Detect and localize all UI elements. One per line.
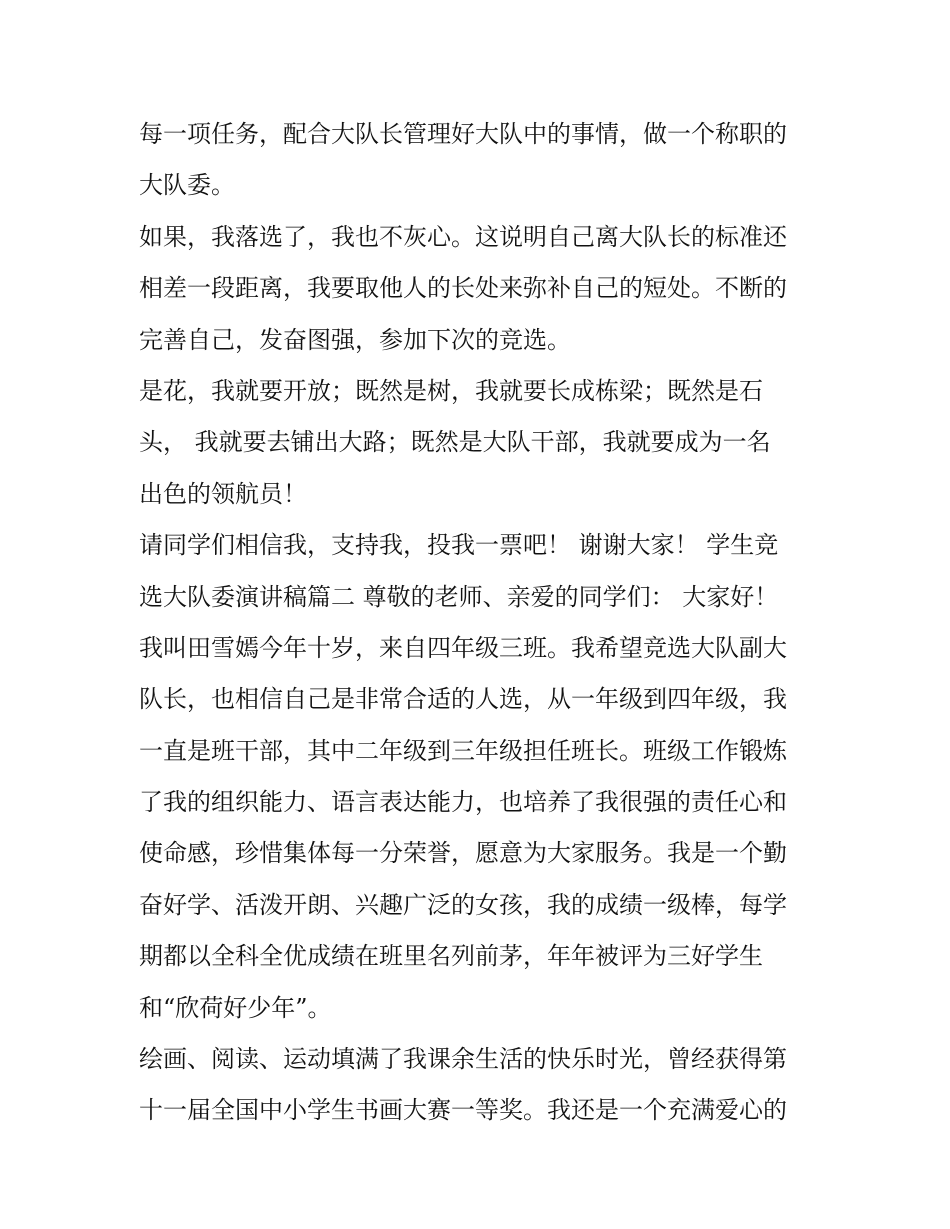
text-line: 使命感，珍惜集体每一分荣誉，愿意为大家服务。我是一个勤 [139, 839, 787, 868]
text-line: 是花，我就要开放；既然是树，我就要长成栋梁；既然是石 [139, 376, 763, 405]
text-line: 头， 我就要去铺出大路；既然是大队干部，我就要成为一名 [139, 428, 771, 457]
text-line: 十一届全国中小学生书画大赛一等奖。我还是一个充满爱心的 [139, 1096, 787, 1125]
text-line: 选大队委演讲稿篇二 尊敬的老师、亲爱的同学们： 大家好！ [139, 582, 779, 611]
text-line: 相差一段距离，我要取他人的长处来弥补自己的短处。不断的 [139, 274, 787, 303]
text-line: 一直是班干部，其中二年级到三年级担任班长。班级工作锻炼 [139, 736, 787, 765]
text-line: 和“欣荷好少年”。 [139, 993, 332, 1022]
text-line: 出色的领航员！ [139, 479, 307, 508]
text-line: 每一项任务，配合大队长管理好大队中的事情，做一个称职的 [139, 120, 787, 148]
text-line: 我叫田雪嫣今年十岁，来自四年级三班。我希望竞选大队副大 [139, 633, 787, 662]
text-line: 请同学们相信我，支持我，投我一票吧！ 谢谢大家！ 学生竞 [139, 531, 779, 560]
text-line: 期都以全科全优成绩在班里名列前茅，年年被评为三好学生 [139, 942, 763, 971]
text-line: 绘画、阅读、运动填满了我课余生活的快乐时光，曾经获得第 [139, 1045, 787, 1074]
text-line: 了我的组织能力、语言表达能力，也培养了我很强的责任心和 [139, 788, 787, 817]
text-line: 奋好学、活泼开朗、兴趣广泛的女孩，我的成绩一级棒，每学 [139, 890, 787, 919]
body-text [139, 109, 819, 1137]
text-line: 大队委。 [139, 171, 235, 200]
text-line: 如果，我落选了，我也不灰心。这说明自己离大队长的标准还 [139, 222, 787, 251]
text-line: 完善自己，发奋图强，参加下次的竞选。 [139, 325, 571, 354]
text-line: 队长，也相信自己是非常合适的人选，从一年级到四年级，我 [139, 685, 787, 714]
